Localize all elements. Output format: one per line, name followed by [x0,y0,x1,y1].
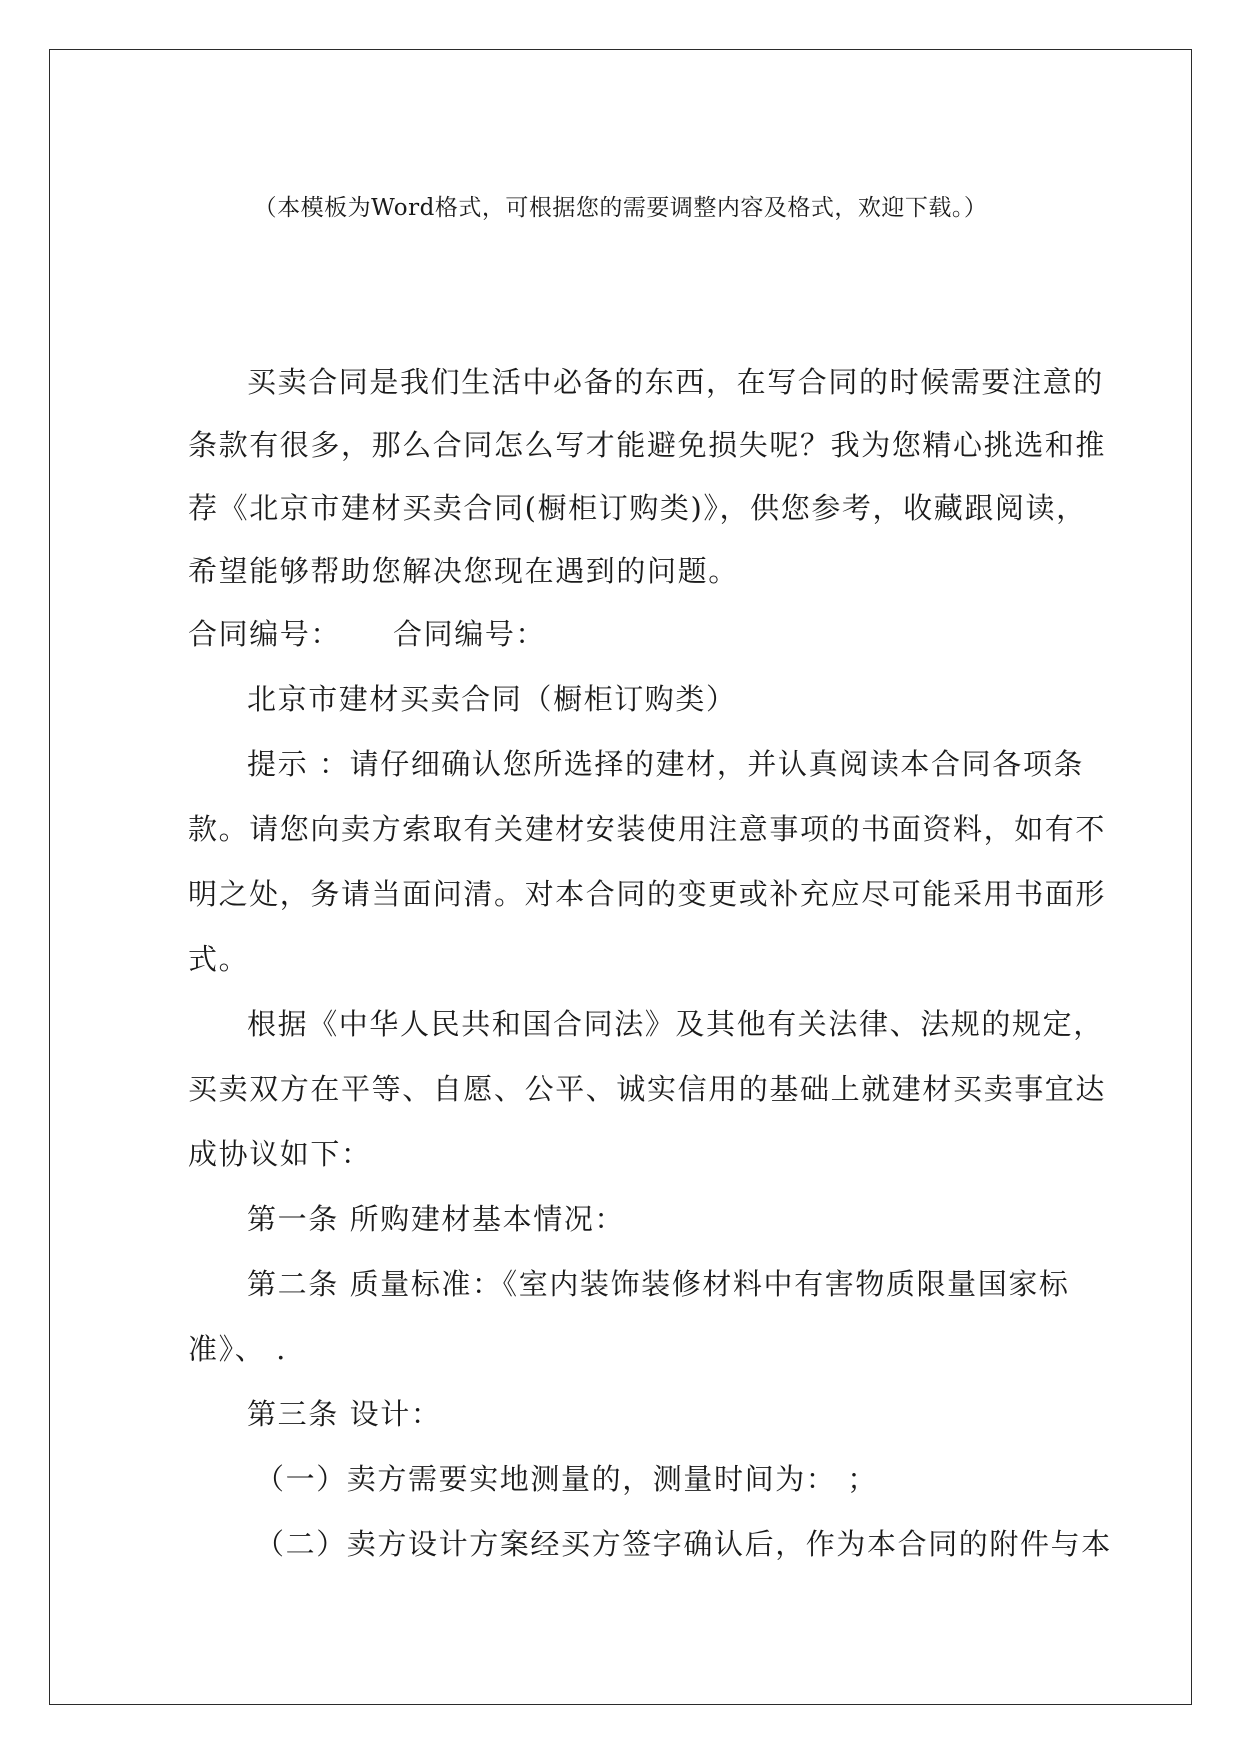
intro-line-3: 荐《北京市建材买卖合同(橱柜订购类)》，供您参考，收藏跟阅读， [188,491,1087,525]
article-2-line-2: 准》、 . [188,1332,287,1366]
article-3-item-1: （一）卖方需要实地测量的，测量时间为： ； [255,1462,878,1496]
intro-line-1: 买卖合同是我们生活中必备的东西，在写合同的时候需要注意的 [247,365,1104,399]
contract-number-row [188,614,1068,654]
article-2-line-1: 第二条 质量标准：《室内装饰装修材料中有害物质限量国家标 [247,1267,1070,1301]
notice-line-2: 款。请您向卖方索取有关建材安装使用注意事项的书面资料，如有不 [188,812,1107,846]
notice-line-1: 提示 ：请仔细确认您所选择的建材，并认真阅读本合同各项条 [247,747,1085,781]
intro-line-2: 条款有很多，那么合同怎么写才能避免损失呢？我为您精心挑选和推 [188,428,1107,462]
contract-number-label: 合同编号： [188,617,342,651]
article-3: 第三条 设计： [247,1397,442,1431]
article-1: 第一条 所购建材基本情况： [247,1202,626,1236]
notice-line-4: 式。 [188,942,250,976]
basis-line-2: 买卖双方在平等、自愿、公平、诚实信用的基础上就建材买卖事宜达 [188,1072,1107,1106]
basis-line-3: 成协议如下： [188,1137,372,1171]
article-3-item-2: （二）卖方设计方案经买方签字确认后，作为本合同的附件与本 [255,1527,1112,1561]
contract-number-label: 合同编号： [393,617,547,651]
basis-line-1: 根据《中华人民共和国合同法》及其他有关法律、法规的规定， [247,1007,1104,1041]
notice-line-3: 明之处，务请当面问清。对本合同的变更或补充应尽可能采用书面形 [188,877,1107,911]
contract-title: 北京市建材买卖合同（橱柜订购类） [247,682,737,716]
template-note: （本模板为Word格式，可根据您的需要调整内容及格式，欢迎下载。） [253,195,988,221]
intro-line-4: 希望能够帮助您解决您现在遇到的问题。 [188,554,739,588]
